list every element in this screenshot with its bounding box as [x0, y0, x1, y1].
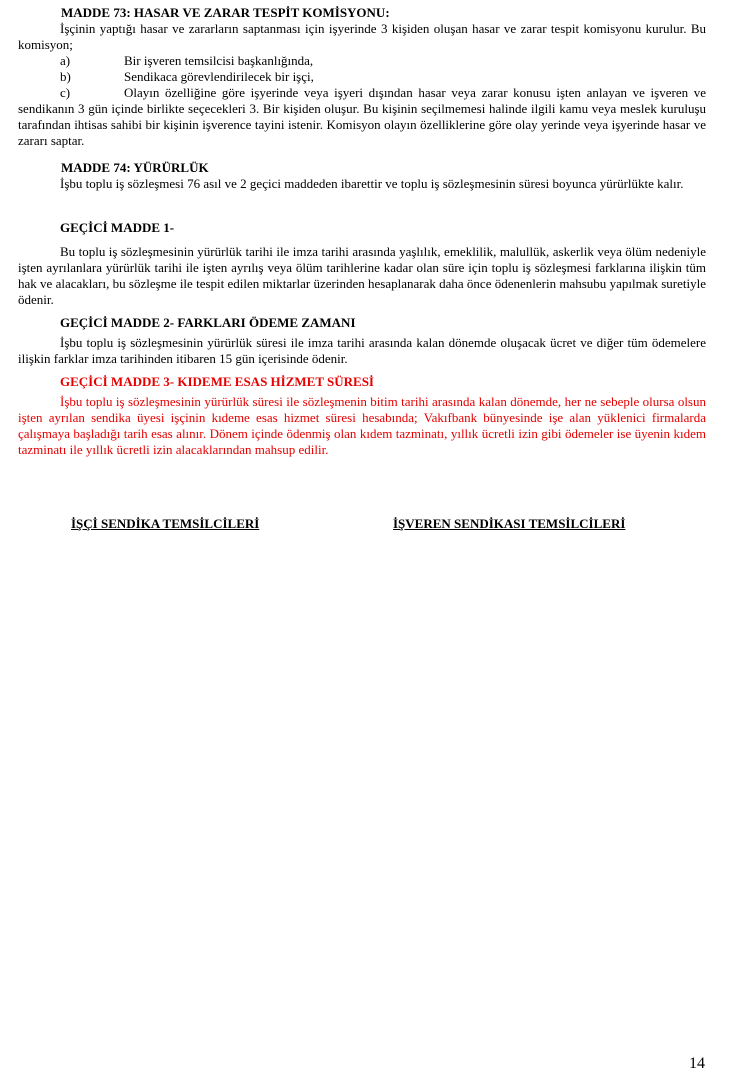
signature-row: [18, 516, 706, 536]
worker-union-representatives: İŞÇİ SENDİKA TEMSİLCİLERİ: [71, 516, 260, 531]
gecici-madde-3-text: İşbu toplu iş sözleşmesinin yürürlük süresi ile sözleşmenin bitim tarihi arasında kalan dönemde, her ne sebeple olursa olsun işten ayrılan sendika üyesi işçinin kıdeme esas hizmet süresi hesabında; Vakıfbank bünyesinde işe alan yüklenici firmalarda çalışmaya başladığı tarih esas alınır. Dönem içinde ödenmiş olan kıdem tazminatı, yıllık ücretli izin gibi ödemeler ise üyenin kıdem tazminatı ile yıllık ücretli izin alacaklarından mahsup edilir.: [18, 394, 706, 457]
list-item-a: [18, 53, 706, 69]
list-item-text: Bir işveren temsilcisi başkanlığında,: [124, 53, 314, 68]
document-page: [18, 4, 706, 531]
list-item-text: Sendikaca görevlendirilecek bir işçi,: [124, 69, 314, 84]
madde-73-title: MADDE 73: HASAR VE ZARAR TESPİT KOMİSYONU:: [61, 5, 390, 20]
gecici-madde-1-text: Bu toplu iş sözleşmesinin yürürlük tarihi ile imza tarihi arasında yaşlılık, emeklilik, malullük, askerlik veya ölüm nedeniyle işten ayrılanlara yürürlük tarihi ile işten ayrılış veya ölüm tarihlerine kadar olan süre için toplu iş sözleşmesi farklarına ilişkin tüm hak ve alacakları, bu sözleşme ile tespit edilen miktarlar üzerinden hesaplanarak daha önce ödenenlerin mahsubu yapılmak suretiyle ödenir.: [18, 244, 706, 307]
list-item-label: c): [60, 85, 71, 100]
gecici-madde-2-text: İşbu toplu iş sözleşmesinin yürürlük süresi ile imza tarihi arasında kalan dönemde oluşacak ücret ve diğer tüm ödemelere ilişkin farklar imza tarihinden itibaren 15 gün içerisinde ödenir.: [18, 335, 706, 366]
gecici-madde-1-title: GEÇİCİ MADDE 1-: [60, 220, 175, 235]
gecici-madde-2-title: GEÇİCİ MADDE 2- FARKLARI ÖDEME ZAMANI: [60, 315, 356, 330]
employer-union-representatives: İŞVEREN SENDİKASI TEMSİLCİLERİ: [393, 516, 626, 531]
list-item-text: Olayın özelliğine göre işyerinde veya işyeri dışından hasar veya zarar konusu işten anlayan ve işveren ve sendikanın 3 gün içinde birlikte seçecekleri 3. Bir kişiden oluşur. Bu kişinin seçilmemesi halinde ilgili kamu veya meslek kuruluşu tarafından ihtisas sahibi bir kişinin işverence tayini istenir. Komisyon olayın özelliklerine göre olay yerinde veya işyerinde hasar ve zararı saptar.: [18, 85, 706, 148]
madde-73-intro: İşçinin yaptığı hasar ve zararların saptanması için işyerinde 3 kişiden oluşan hasar ve zarar tespit komisyonu kurulur. Bu komisyon;: [18, 21, 706, 52]
list-item-b: [18, 69, 706, 85]
gecici-madde-3-title: GEÇİCİ MADDE 3- KIDEME ESAS HİZMET SÜRESİ: [60, 374, 374, 389]
madde-74-title: MADDE 74: YÜRÜRLÜK: [61, 160, 209, 175]
list-item-c: [18, 85, 706, 149]
list-item-label: b): [60, 69, 71, 84]
madde-74-text: İşbu toplu iş sözleşmesi 76 asıl ve 2 geçici maddeden ibarettir ve toplu iş sözleşmesinin süresi boyunca yürürlükte kalır.: [60, 176, 684, 191]
page-number: 14: [689, 1055, 705, 1072]
list-item-label: a): [60, 53, 71, 68]
